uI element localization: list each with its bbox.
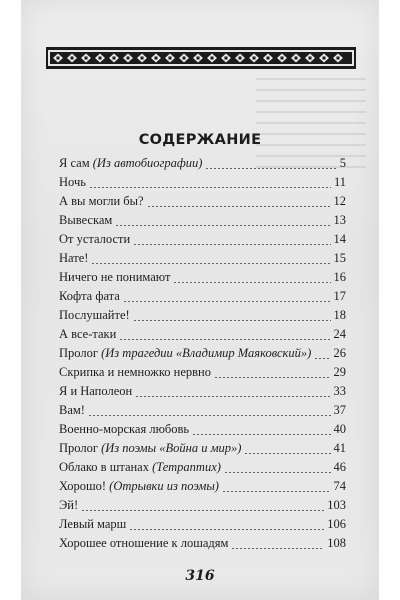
toc-entry [59, 346, 346, 365]
ornament-dot [71, 57, 74, 60]
ornament-dot [267, 57, 270, 60]
toc-entry-label [59, 251, 88, 266]
toc-entry-label [59, 289, 120, 304]
toc-entry [59, 232, 346, 251]
toc-entry-page: 33 [333, 384, 346, 398]
toc-entry-subtitle: (Из поэмы «Война и мир») [101, 441, 242, 455]
ornament-dot [281, 57, 284, 60]
toc-entry-label [59, 175, 86, 190]
ornament-dot [141, 57, 144, 60]
toc-entry-label [59, 346, 311, 361]
toc-entry-subtitle: (Отрывки из поэмы) [109, 479, 219, 493]
dot-leader [88, 415, 331, 416]
toc-entry-page: 29 [333, 365, 346, 379]
ornamental-border [46, 47, 356, 69]
toc-entry-page: 37 [333, 403, 346, 417]
toc-entry-page: 46 [333, 460, 346, 474]
toc-entry-page: 15 [333, 251, 346, 265]
toc-entry-label [59, 213, 112, 228]
dot-leader [224, 472, 331, 473]
toc-entry-label [59, 232, 130, 247]
toc-entry-title: Пролог [59, 441, 98, 455]
toc-entry-page: 24 [333, 327, 346, 341]
toc-entry [59, 517, 346, 536]
dot-leader [115, 225, 330, 226]
toc-entry-title: Ничего не понимают [59, 270, 171, 284]
toc-entry-title: От усталости [59, 232, 131, 246]
toc-entry-label [59, 308, 130, 323]
toc-entry-page: 40 [333, 422, 346, 436]
toc-entry-title: Вывескам [59, 213, 113, 227]
dot-leader [91, 263, 330, 264]
toc-entry-title: Послушайте! [59, 308, 130, 322]
toc-entry-title: Левый марш [59, 517, 127, 531]
ornament-dot [309, 57, 312, 60]
toc-entry-title: Пролог [59, 346, 98, 360]
toc-entry-page: 26 [333, 346, 346, 360]
ornament-dot [337, 57, 340, 60]
bleed-through-text [256, 78, 366, 168]
ornament-dot [85, 57, 88, 60]
toc-entry-label [59, 441, 241, 456]
toc-entry [59, 422, 346, 441]
dot-leader [222, 491, 331, 492]
toc-entry [59, 384, 346, 403]
toc-entry-title: Ночь [59, 175, 86, 189]
ornament-dot [99, 57, 102, 60]
toc-entry-label [59, 365, 211, 380]
toc-entry-title: Вам! [59, 403, 85, 417]
ornament-dot [57, 57, 60, 60]
toc-entry-page: 11 [333, 175, 346, 189]
toc-entry-title: Хорошее отношение к лошадям [59, 536, 229, 550]
ornament-dot [183, 57, 186, 60]
toc-entry-title: Военно-морская любовь [59, 422, 190, 436]
toc-entry-title: Я и Наполеон [59, 384, 133, 398]
page-title: СОДЕРЖАНИЕ [138, 132, 262, 148]
toc-entry-label [59, 479, 219, 494]
toc-entry-page: 16 [333, 270, 346, 284]
toc-entry-page: 5 [339, 156, 346, 170]
toc-entry [59, 213, 346, 232]
ornament-dot [197, 57, 200, 60]
ornament-dot [225, 57, 228, 60]
toc-entry [59, 403, 346, 422]
toc-entry-title: Кофта фата [59, 289, 120, 303]
ornament-dot [155, 57, 158, 60]
toc-entry-label [59, 327, 116, 342]
dot-leader [205, 168, 336, 169]
toc-entry-label [59, 156, 202, 171]
ornament-dot [253, 57, 256, 60]
dot-leader [192, 434, 330, 435]
toc-entry-label [59, 517, 126, 532]
toc-entry-title: А все-таки [59, 327, 117, 341]
dot-leader [133, 244, 330, 245]
toc-entry-title: Я сам [59, 156, 90, 170]
toc-entry-label [59, 498, 78, 513]
toc-entry [59, 194, 346, 213]
dot-leader [89, 187, 331, 188]
dot-leader [244, 453, 330, 454]
toc-entry [59, 479, 346, 498]
toc-entry-subtitle: (Из автобиографии) [92, 156, 203, 170]
toc-entry-subtitle: (Из трагедии «Владимир Маяковский») [101, 346, 312, 360]
toc-entry [59, 270, 346, 289]
toc-entry-title: Эй! [59, 498, 79, 512]
toc-entry-page: 12 [333, 194, 346, 208]
toc-entry-title: Нате! [59, 251, 89, 265]
dot-leader [147, 206, 331, 207]
toc-entry [59, 251, 346, 270]
toc-entry-page: 41 [333, 441, 346, 455]
toc-entry [59, 156, 346, 175]
dot-leader [173, 282, 330, 283]
ornament-dot [295, 57, 298, 60]
toc-entry-page: 17 [333, 289, 346, 303]
toc-entry [59, 289, 346, 308]
toc-entry-page: 106 [327, 517, 346, 531]
dot-leader [314, 358, 330, 359]
ornament-dot [239, 57, 242, 60]
ornament-dot [127, 57, 130, 60]
toc-entry-label [59, 422, 189, 437]
toc-entry [59, 498, 346, 517]
toc-entry-subtitle: (Тетраптих) [152, 460, 221, 474]
dot-leader [133, 320, 331, 321]
toc-entry-label [59, 384, 132, 399]
ornament-dot [211, 57, 214, 60]
toc-entry-title: А вы могли бы? [59, 194, 144, 208]
toc-entry-page: 103 [327, 498, 346, 512]
toc-entry-label [59, 460, 221, 475]
toc-entry-page: 18 [333, 308, 346, 322]
toc-entry-label [59, 194, 144, 209]
page-number: 316 [185, 568, 215, 584]
dot-leader [231, 548, 324, 549]
ornament-dot [169, 57, 172, 60]
toc-entry-title: Скрипка и немножко нервно [59, 365, 211, 379]
dot-leader [119, 339, 330, 340]
toc-entry-label [59, 536, 228, 551]
toc-entry [59, 441, 346, 460]
dot-leader [129, 529, 324, 530]
ornament-dot [113, 57, 116, 60]
toc-entry [59, 536, 346, 555]
table-of-contents [59, 156, 346, 555]
toc-entry [59, 175, 346, 194]
book-page [21, 0, 379, 600]
dot-leader [135, 396, 330, 397]
toc-entry [59, 327, 346, 346]
toc-entry [59, 308, 346, 327]
toc-entry [59, 460, 346, 479]
toc-entry-page: 13 [333, 213, 346, 227]
dot-leader [123, 301, 331, 302]
toc-entry-label [59, 270, 170, 285]
toc-entry-title: Облако в штанах [59, 460, 149, 474]
toc-entry [59, 365, 346, 384]
dot-leader [214, 377, 331, 378]
toc-entry-label [59, 403, 85, 418]
dot-leader [81, 510, 324, 511]
toc-entry-page: 14 [333, 232, 346, 246]
ornament-dot [323, 57, 326, 60]
toc-entry-page: 108 [327, 536, 346, 550]
toc-entry-page: 74 [333, 479, 346, 493]
toc-entry-title: Хорошо! [59, 479, 107, 493]
